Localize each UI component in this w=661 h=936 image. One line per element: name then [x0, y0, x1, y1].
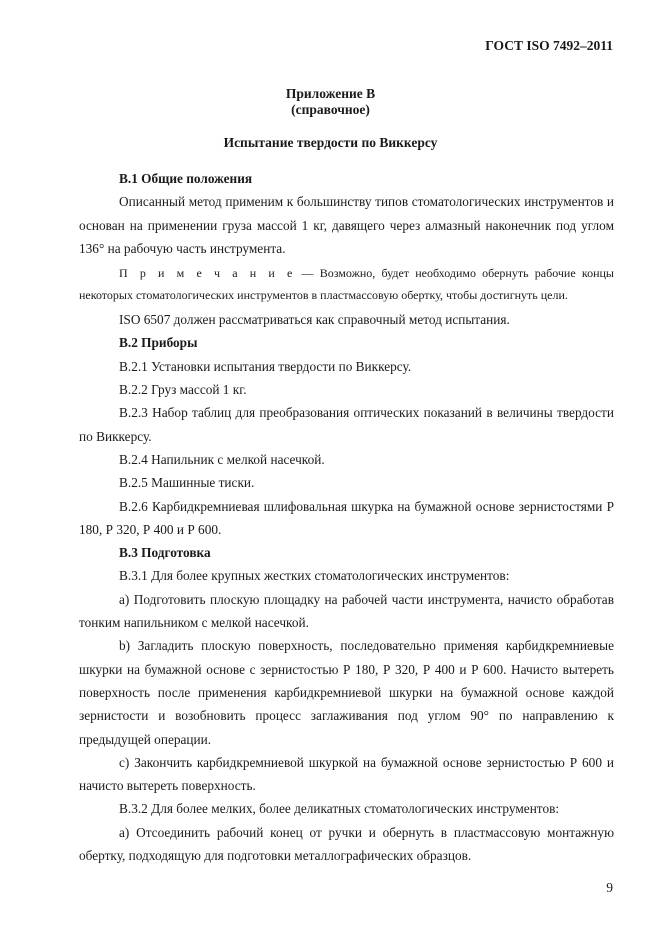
list-item-b31-a: a) Подготовить плоскую площадку на рабочей части инструмента, начисто обработав тонким напильником с мелкой насечкой.: [79, 591, 614, 631]
page-number: 9: [606, 880, 613, 895]
note-label: П р и м е ч а н и е: [119, 266, 296, 281]
list-item-b24: В.2.4 Напильник с мелкой насечкой.: [119, 451, 325, 467]
list-item-b21: В.2.1 Установки испытания твердости по Виккерсу.: [119, 358, 412, 374]
appendix-label: Приложение В: [285, 86, 376, 101]
appendix-kind: (справочное): [291, 102, 370, 117]
paragraph-b1-method: Описанный метод применим к большинству типов стоматологических инструментов и основан на применении груза массой 1 кг, давящего через алмазный наконечник под углом 136° на рабочую часть инструмента.: [79, 194, 614, 256]
section-heading-b3: В.3 Подготовка: [119, 545, 211, 561]
appendix-title: Испытание твердости по Виккерсу: [223, 135, 438, 150]
list-item-b26: В.2.6 Карбидкремниевая шлифовальная шкурка на бумажной основе зернистостями Р 180, Р 320, Р 400 и Р 600.: [79, 498, 614, 537]
list-item-b25: В.2.5 Машинные тиски.: [119, 475, 255, 491]
document-body: [79, 167, 614, 867]
note-paragraph: [79, 262, 614, 306]
list-item-b31: В.3.1 Для более крупных жестких стоматологических инструментов:: [119, 568, 510, 584]
list-item-b32-a: a) Отсоединить рабочий конец от ручки и обернуть в пластмассовую монтажную обертку, подходящую для подготовки металлографических образцов.: [79, 824, 614, 864]
list-item-b23: В.2.3 Набор таблиц для преобразования оптических показаний в величины твердости по Виккерсу.: [79, 405, 614, 444]
list-item-b22: В.2.2 Груз массой 1 кг.: [119, 382, 247, 398]
note-text: — Возможно, будет необходимо обернуть рабочие концы некоторых стоматологических инструментов в пластмассовую обертку, чтобы достигнуть цели.: [79, 266, 614, 303]
list-item-b31-b: b) Загладить плоскую поверхность, последовательно применяя карбидкремниевые шкурки на бумажной основе с зернистостью Р 180, Р 320, Р 400 и Р 600. Начисто вытереть поверхность после применения карбидкремниевой шкурки на бумажной основе каждой зернистости и возобновить процесс заглаживания под углом 90° по направлению к предыдущей операции.: [79, 638, 614, 747]
standard-designation: ГОСТ ISO 7492–2011: [485, 38, 613, 53]
section-heading-b1: В.1 Общие положения: [119, 171, 253, 186]
section-heading-b2: В.2 Приборы: [119, 335, 198, 351]
paragraph-b1-reference: ISO 6507 должен рассматриваться как справочный метод испытания.: [119, 312, 510, 328]
list-item-b32: В.3.2 Для более мелких, более деликатных стоматологических инструментов:: [119, 801, 560, 817]
list-item-b31-c: c) Закончить карбидкремниевой шкуркой на бумажной основе зернистостью Р 600 и начисто вытереть поверхность.: [79, 754, 614, 794]
